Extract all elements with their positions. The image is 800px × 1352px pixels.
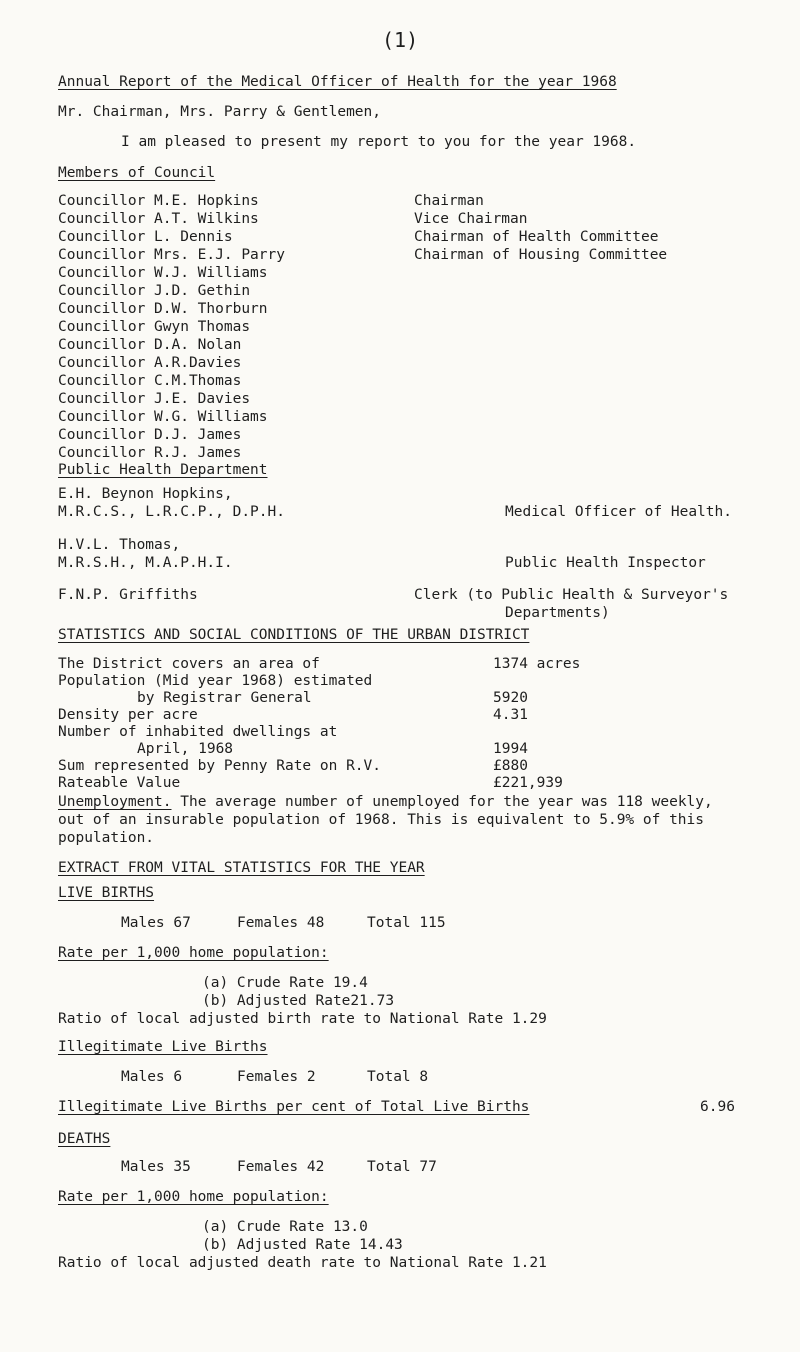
live-births-total: Total 115 bbox=[367, 915, 446, 931]
member-name: Councillor W.J. Williams bbox=[58, 265, 268, 281]
members-heading: Members of Council bbox=[58, 165, 216, 181]
stat-label: Rateable Value bbox=[58, 775, 181, 791]
page-number: (1) bbox=[382, 28, 419, 52]
stat-label: by Registrar General bbox=[137, 690, 312, 706]
death-adjusted-rate: (b) Adjusted Rate 14.43 bbox=[202, 1237, 403, 1253]
birth-crude-rate: (a) Crude Rate 19.4 bbox=[202, 975, 368, 991]
birth-adjusted-rate: (b) Adjusted Rate21.73 bbox=[202, 993, 395, 1009]
birth-rate-ratio: Ratio of local adjusted birth rate to National Rate 1.29 bbox=[58, 1011, 547, 1027]
staff-name-line: F.N.P. Griffiths bbox=[58, 587, 198, 603]
member-role: Chairman of Housing Committee bbox=[414, 247, 668, 263]
member-name: Councillor A.T. Wilkins bbox=[58, 211, 259, 227]
stat-label: Density per acre bbox=[58, 707, 198, 723]
member-role: Vice Chairman bbox=[414, 211, 528, 227]
member-name: Councillor D.J. James bbox=[58, 427, 242, 443]
staff-role-line: Public Health Inspector bbox=[505, 555, 706, 571]
member-name: Councillor D.A. Nolan bbox=[58, 337, 242, 353]
death-rate-ratio: Ratio of local adjusted death rate to National Rate 1.21 bbox=[58, 1255, 547, 1271]
member-name: Councillor C.M.Thomas bbox=[58, 373, 242, 389]
deaths-heading: DEATHS bbox=[58, 1131, 111, 1147]
salutation: Mr. Chairman, Mrs. Parry & Gentlemen, bbox=[58, 104, 382, 120]
unemployment-label: Unemployment. bbox=[58, 794, 172, 810]
stat-label: The District covers an area of bbox=[58, 656, 320, 672]
unemployment-text-3: population. bbox=[58, 830, 155, 846]
member-name: Councillor R.J. James bbox=[58, 445, 242, 461]
stat-value: 1994 bbox=[493, 741, 528, 757]
death-crude-rate: (a) Crude Rate 13.0 bbox=[202, 1219, 368, 1235]
deaths-total: Total 77 bbox=[367, 1159, 437, 1175]
deaths-females: Females 42 bbox=[237, 1159, 325, 1175]
live-births-females: Females 48 bbox=[237, 915, 325, 931]
stat-value: 5920 bbox=[493, 690, 528, 706]
stat-label: Number of inhabited dwellings at bbox=[58, 724, 338, 740]
public-health-heading: Public Health Department bbox=[58, 462, 268, 478]
member-role: Chairman of Health Committee bbox=[414, 229, 659, 245]
stat-label: Sum represented by Penny Rate on R.V. bbox=[58, 758, 382, 774]
stat-value: 1374 acres bbox=[493, 656, 581, 672]
member-name: Councillor W.G. Williams bbox=[58, 409, 268, 425]
stat-value: £221,939 bbox=[493, 775, 563, 791]
statistics-heading: STATISTICS AND SOCIAL CONDITIONS OF THE URBAN DISTRICT bbox=[58, 627, 530, 643]
member-name: Councillor Mrs. E.J. Parry bbox=[58, 247, 285, 263]
birth-rate-heading: Rate per 1,000 home population: bbox=[58, 945, 329, 961]
report-heading: Annual Report of the Medical Officer of Health for the year 1968 bbox=[58, 74, 617, 90]
staff-name-line: M.R.C.S., L.R.C.P., D.P.H. bbox=[58, 504, 285, 520]
illegitimate-females: Females 2 bbox=[237, 1069, 316, 1085]
member-name: Councillor M.E. Hopkins bbox=[58, 193, 259, 209]
staff-name-line: M.R.S.H., M.A.P.H.I. bbox=[58, 555, 233, 571]
illegitimate-births-heading: Illegitimate Live Births bbox=[58, 1039, 268, 1055]
member-name: Councillor A.R.Davies bbox=[58, 355, 242, 371]
intro-paragraph: I am pleased to present my report to you for the year 1968. bbox=[121, 134, 637, 150]
member-name: Councillor D.W. Thorburn bbox=[58, 301, 268, 317]
member-name: Councillor J.D. Gethin bbox=[58, 283, 251, 299]
vital-statistics-heading: EXTRACT FROM VITAL STATISTICS FOR THE YEAR bbox=[58, 860, 425, 876]
stat-label: April, 1968 bbox=[137, 741, 234, 757]
illegitimate-percent-label: Illegitimate Live Births per cent of Total Live Births bbox=[58, 1099, 530, 1115]
deaths-males: Males 35 bbox=[121, 1159, 191, 1175]
member-name: Councillor J.E. Davies bbox=[58, 391, 251, 407]
stat-label: Population (Mid year 1968) estimated bbox=[58, 673, 373, 689]
illegitimate-percent-value: 6.96 bbox=[700, 1099, 735, 1115]
illegitimate-males: Males 6 bbox=[121, 1069, 183, 1085]
live-births-heading: LIVE BIRTHS bbox=[58, 885, 155, 901]
member-name: Councillor L. Dennis bbox=[58, 229, 233, 245]
staff-role-line: Departments) bbox=[505, 605, 610, 621]
staff-role-line: Clerk (to Public Health & Surveyor's bbox=[414, 587, 729, 603]
staff-name-line: E.H. Beynon Hopkins, bbox=[58, 486, 233, 502]
unemployment-text-1: The average number of unemployed for the year was 118 weekly, bbox=[171, 794, 713, 810]
live-births-males: Males 67 bbox=[121, 915, 191, 931]
unemployment-text-2: out of an insurable population of 1968. This is equivalent to 5.9% of this bbox=[58, 812, 705, 828]
staff-name-line: H.V.L. Thomas, bbox=[58, 537, 181, 553]
unemployment-paragraph bbox=[58, 793, 713, 811]
illegitimate-total: Total 8 bbox=[367, 1069, 429, 1085]
stat-value: £880 bbox=[493, 758, 528, 774]
death-rate-heading: Rate per 1,000 home population: bbox=[58, 1189, 329, 1205]
member-role: Chairman bbox=[414, 193, 484, 209]
staff-role-line: Medical Officer of Health. bbox=[505, 504, 732, 520]
stat-value: 4.31 bbox=[493, 707, 528, 723]
member-name: Councillor Gwyn Thomas bbox=[58, 319, 251, 335]
